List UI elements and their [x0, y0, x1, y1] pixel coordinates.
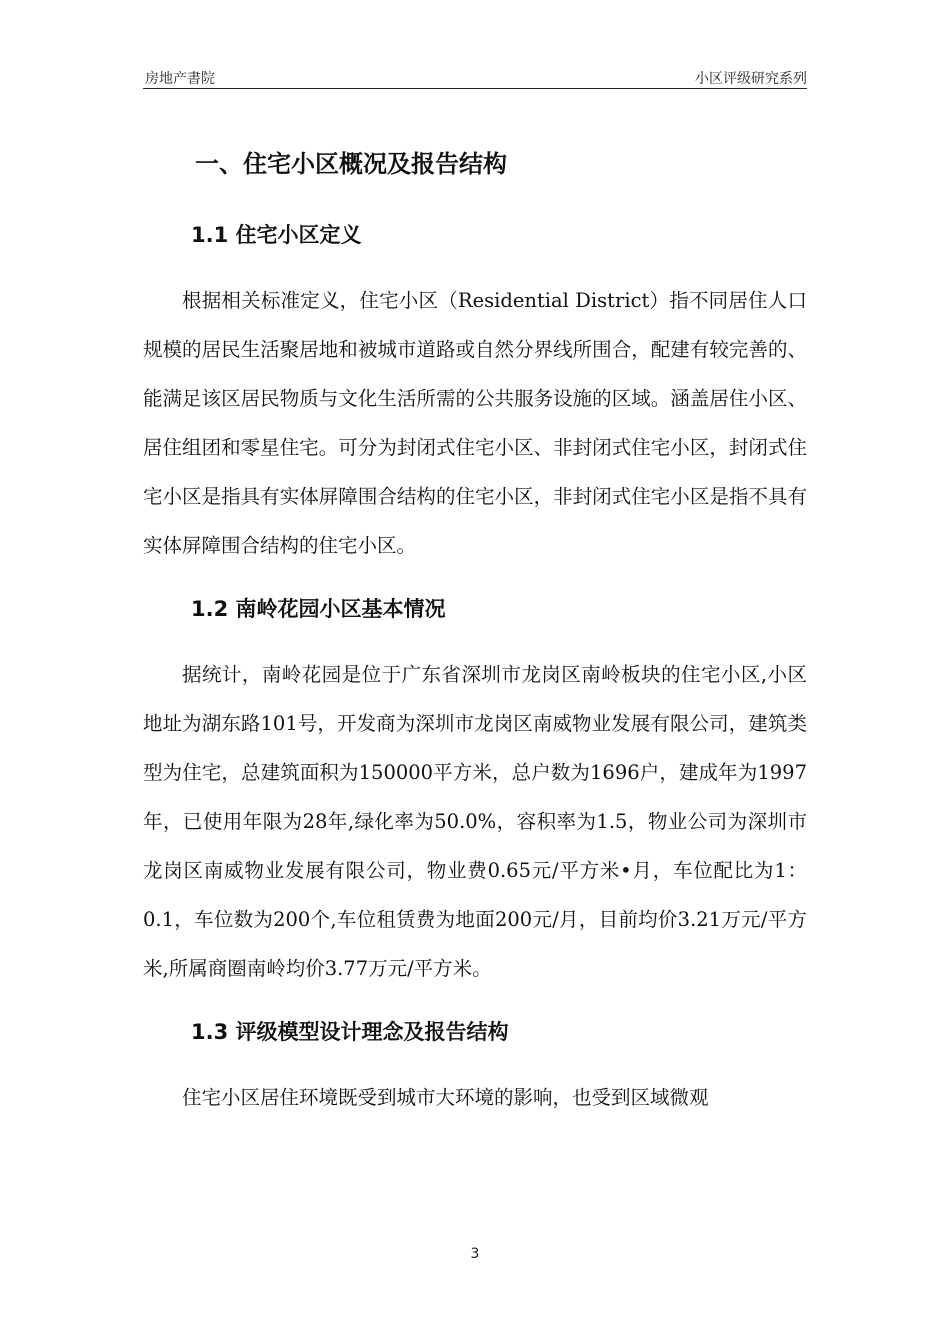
paragraph-model-design: 住宅小区居住环境既受到城市大环境的影响，也受到区域微观: [182, 1086, 709, 1109]
paragraph-definition: 根据相关标准定义，住宅小区（Residential District）指不同居住人口规模的居民生活聚居地和被城市道路或自然分界线所围合，配建有较完善的、能满足该区居民物质与文化生活所需的公共服务设施的区域。涵盖居住小区、居住组团和零星住宅。可分为封闭式住宅小区、非封闭式住宅小区，封闭式住宅小区是指具有实体屏障围合结构的住宅小区，非封闭式住宅小区是指不具有实体屏障围合结构的住宅小区。: [143, 289, 807, 557]
page-header: [143, 66, 807, 89]
subsection-title-1-2: 1.2 南岭花园小区基本情况: [191, 597, 446, 621]
header-publisher: 房地产書院: [145, 71, 215, 87]
document-body: [143, 144, 807, 1122]
subsection-title-1-1: 1.1 住宅小区定义: [191, 223, 362, 247]
subsection-title-1-3: 1.3 评级模型设计理念及报告结构: [191, 1020, 509, 1044]
header-series: 小区评级研究系列: [695, 71, 807, 87]
section-title: 一、住宅小区概况及报告结构: [195, 150, 507, 178]
paragraph-basic-info: 据统计，南岭花园是位于广东省深圳市龙岗区南岭板块的住宅小区,小区地址为湖东路101号，开发商为深圳市龙岗区南威物业发展有限公司，建筑类型为住宅，总建筑面积为150000平方米，总户数为1696户，建成年为1997年，已使用年限为28年,绿化率为50.0%，容积率为1.5，物业公司为深圳市龙岗区南威物业发展有限公司，物业费0.65元/平方米•月，车位配比为1：0.1，车位数为200个,车位租赁费为地面200元/月，目前均价3.21万元/平方米,所属商圈南岭均价3.77万元/平方米。: [143, 663, 807, 980]
page-number: 3: [470, 1246, 480, 1262]
